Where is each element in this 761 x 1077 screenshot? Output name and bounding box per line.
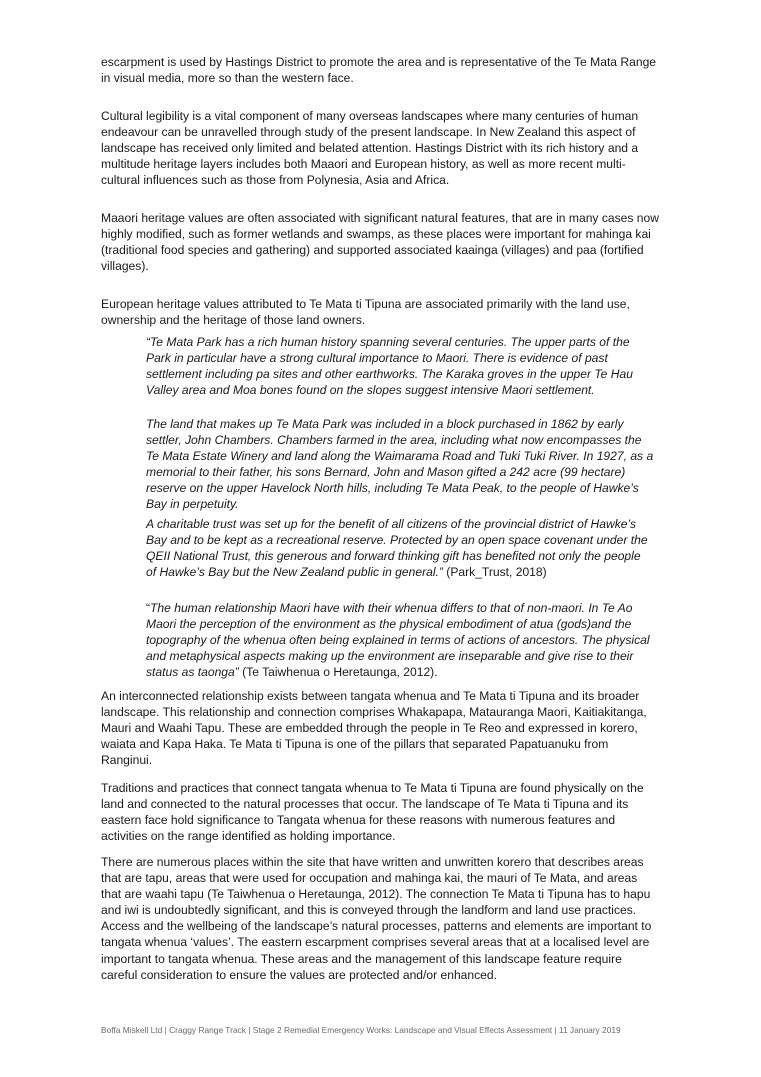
paragraph-european-heritage: European heritage values attributed to Te Mata ti Tipuna are associated primarily with the land use, ownership and the heritage of those land owners.	[101, 297, 630, 328]
citation-park-trust: (Park_Trust, 2018)	[446, 565, 547, 580]
quote-open-mark: “	[146, 601, 151, 615]
paragraph-cultural-legibility: Cultural legibility is a vital component of many overseas landscapes where many centuries of human endeavour can be unravelled through study of the present landscape. In New Zealand this aspect of landscape has received only limited and belated attention. Hastings District with its rich history and a multitude heritage layers includes both Maaori and European history, as well as more recent multi-cultural influences such as those from Polynesia, Asia and Africa.	[101, 109, 639, 188]
quote-human-relationship-text: The human relationship Maori have with their whenua differs to that of non-maori. In Te Ao Maori the perception of the environment as the physical embodiment of atua (gods)and the topography of the whenua often being explained in terms of actions of ancestors. The physical and metaphysical aspects making up the environment are inseparable and give rise to their status as taonga”	[146, 601, 650, 680]
paragraph-traditions-practices: Traditions and practices that connect tangata whenua to Te Mata ti Tipuna are found physically on the land and connected to the natural processes that occur. The landscape of Te Mata ti Tipuna and its eastern face hold significance to Tangata whenua for these reasons with numerous features and activities on the range identified as holding importance.	[101, 781, 644, 844]
paragraph-numerous-places: There are numerous places within the site that have written and unwritten korero that describes areas that are tapu, areas that were used for occupation and mahinga kai, the mauri of Te Mata, and areas that are waahi tapu (Te Taiwhenua o Heretaunga, 2012). The connection Te Mata ti Tipuna has to hapu and iwi is undoubtedly significant, and this is conveyed through the landform and land use practices. Access and the wellbeing of the landscape’s natural processes, patterns and elements are important to tangata whenua ‘values’. The eastern escarpment comprises several areas that at a localised level are important to tangata whenua. These areas and the management of this landscape feature require careful consideration to ensure the values are protected and/or enhanced.	[101, 855, 652, 982]
citation-taiwhenua: (Te Taiwhenua o Heretaunga, 2012).	[238, 665, 438, 680]
paragraph-escarpment: escarpment is used by Hastings District to promote the area and is representative of the Te Mata Range in visual media, more so than the western face.	[101, 55, 657, 86]
quote-land-purchase: The land that makes up Te Mata Park was included in a block purchased in 1862 by early settler, John Chambers. Chambers farmed in the area, including what now encompasses the Te Mata Estate Winery and land along the Waimarama Road and Tuki Tuki River. In 1927, as a memorial to their father, his sons Bernard, John and Mason gifted a 242 acre (99 hectare) reserve on the upper Havelock North hills, including Te Mata Peak, to the people of Hawke’s Bay in perpetuity.	[146, 417, 654, 512]
paragraph-maaori-heritage: Maaori heritage values are often associated with significant natural features, that are in many cases now highly modified, such as former wetlands and swamps, as these places were important for mahinga kai (traditional food species and gathering) and supported associated kaainga (villages) and paa (fortified villages).	[101, 211, 659, 274]
quote-park-history: “Te Mata Park has a rich human history spanning several centuries. The upper parts of the Park in particular have a strong cultural importance to Maori. There is evidence of past settlement including pa sites and other earthworks. The Karaka groves in the upper Te Hau Valley area and Moa bones found on the slopes suggest intensive Maori settlement.	[146, 335, 633, 398]
quote-charitable-trust-text: A charitable trust was set up for the benefit of all citizens of the provincial district of Hawke’s Bay and to be kept as a recreational reserve. Protected by an open space covenant under the QEII National Trust, this generous and forward thinking gift has benefited not only the people of Hawke’s Bay but the New Zealand public in general.”	[146, 517, 648, 580]
quote-charitable-trust	[146, 516, 654, 580]
paragraph-interconnected-relationship: An interconnected relationship exists between tangata whenua and Te Mata ti Tipuna and its broader landscape. This relationship and connection comprises Whakapapa, Matauranga Maori, Kaitiakitanga, Mauri and Waahi Tapu. These are embedded through the people in Te Reo and expressed in korero, waiata and Kapa Haka. Te Mata ti Tipuna is one of the pillars that separated Papatuanuku from Ranginui.	[101, 689, 647, 768]
page-footer: Boffa Miskell Ltd | Craggy Range Track | Stage 2 Remedial Emergency Works: Landscape and Visual Effects Assessment | 11 January 2019	[101, 1025, 621, 1035]
quote-human-relationship	[146, 600, 654, 680]
